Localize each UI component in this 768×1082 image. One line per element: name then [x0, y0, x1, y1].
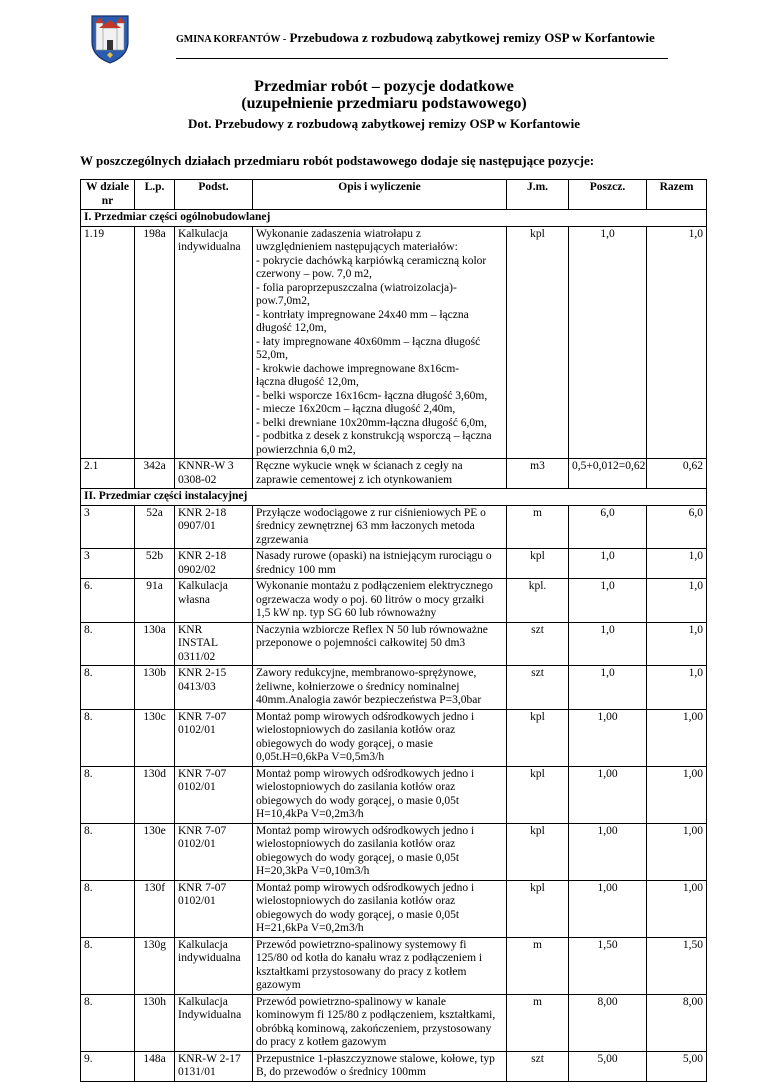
- cell-opis-line: Ręczne wykucie wnęk w ścianach z cegły na: [256, 460, 463, 472]
- cell-dzial: 8.: [81, 937, 135, 994]
- cell-lp: 148a: [135, 1051, 175, 1081]
- cell-opis: [253, 1051, 507, 1081]
- cell-podst-line: KNR 2-18: [178, 506, 227, 519]
- cell-opis-line: długość 12,0m,: [256, 322, 327, 334]
- cell-opis-line: do pracy z kotłem gazowym: [256, 1036, 387, 1048]
- cell-podst-line: własna: [178, 593, 210, 606]
- cell-opis-line: obiegowych do wody gorącej, o masie 0,05t: [256, 908, 460, 921]
- cell-podst-line: KNR 2-15: [178, 667, 227, 679]
- section-row: [81, 210, 707, 227]
- cell-jm: m3: [507, 459, 569, 489]
- table-row: [81, 880, 707, 937]
- cell-opis-line: obiegowych do wody gorącej, o masie 0,05t: [256, 851, 460, 864]
- cell-podst-line: KNR 7-07: [178, 710, 227, 723]
- cell-opis-line: wielostopniowych do zasilania kotłów oraz: [256, 724, 456, 736]
- cell-dzial: 3: [81, 549, 135, 579]
- cell-dzial: 8.: [81, 766, 135, 823]
- intro-text: W poszczególnych działach przedmiaru robót podstawowego dodaje się następujące pozycje:: [80, 153, 595, 168]
- cell-podst: [175, 709, 253, 766]
- cell-poszcz: 1,00: [569, 709, 647, 766]
- cell-dzial: 8.: [81, 666, 135, 710]
- cell-opis-line: wielostopniowych do zasilania kotłów oraz: [256, 895, 456, 907]
- cell-opis-line: obiegowych do wody gorącej, o masie: [256, 737, 433, 750]
- cell-opis-line: - łaty impregnowane 40x60mm – łączna długość: [256, 335, 481, 348]
- cell-poszcz: 1,0: [569, 579, 647, 623]
- cell-opis-line: średnicy 100 mm: [256, 563, 336, 576]
- cell-podst-line: 0102/01: [178, 895, 216, 907]
- cell-opis-line: uwzględnieniem następujących materiałów:: [256, 241, 458, 253]
- cell-jm: kpl: [507, 823, 569, 880]
- cell-opis-line: H=20,3kPa V=0,10m3/h: [256, 865, 370, 877]
- cell-jm: szt: [507, 622, 569, 666]
- cell-lp: 130b: [135, 666, 175, 710]
- table-row: [81, 709, 707, 766]
- col-header-dzial: W dziale nr: [81, 180, 135, 210]
- table-row: [81, 226, 707, 459]
- cell-podst-line: KNR 2-18: [178, 550, 227, 562]
- cell-opis-line: obróbką kominową, zakończeniem, przystosowany: [256, 1022, 492, 1035]
- cell-podst-line: Indywidualna: [178, 1009, 242, 1021]
- cell-opis-line: B, do przewodów o średnicy 100mm: [256, 1066, 426, 1078]
- cell-poszcz: 5,00: [569, 1051, 647, 1081]
- cell-podst: [175, 622, 253, 666]
- cell-lp: 130c: [135, 709, 175, 766]
- cell-dzial: 6.: [81, 579, 135, 623]
- cell-opis-line: Wykonanie montażu z podłączeniem elektrycznego: [256, 580, 493, 592]
- cell-dzial: 8.: [81, 994, 135, 1051]
- cell-podst: [175, 766, 253, 823]
- col-header-jm: J.m.: [507, 180, 569, 210]
- cell-razem: 1,00: [647, 880, 707, 937]
- col-header-razem: Razem: [647, 180, 707, 210]
- items-table: [80, 179, 707, 1082]
- cell-lp: 130d: [135, 766, 175, 823]
- cell-podst-line: KNR 7-07: [178, 824, 227, 837]
- cell-podst-line: Kalkulacja: [178, 995, 228, 1008]
- cell-opis-line: Montaż pomp wirowych odśrodkowych jedno i: [256, 881, 475, 894]
- cell-opis-line: zgrzewania: [256, 533, 309, 546]
- cell-opis: [253, 994, 507, 1051]
- cell-podst-line: Kalkulacja: [178, 938, 228, 951]
- cell-dzial: 8.: [81, 880, 135, 937]
- cell-dzial: 8.: [81, 823, 135, 880]
- cell-podst-line: KNR-W 2-17: [178, 1052, 241, 1065]
- cell-poszcz: 1,0: [569, 622, 647, 666]
- cell-jm: kpl: [507, 880, 569, 937]
- header-project: Przebudowa z rozbudową zabytkowej remizy OSP w Korfantowie: [289, 30, 655, 45]
- table-row: [81, 622, 707, 666]
- cell-opis-line: - kontrłaty impregnowane 24x40 mm – łączna: [256, 308, 469, 321]
- cell-opis-line: wielostopniowych do zasilania kotłów oraz: [256, 838, 456, 850]
- cell-lp: 52b: [135, 549, 175, 579]
- cell-opis-line: Wykonanie zadaszenia wiatrołapu z: [256, 227, 422, 240]
- cell-podst-line: Kalkulacja: [178, 227, 228, 240]
- cell-opis-line: Przepustnice 1-płaszczyznowe stalowe, kołowe, typ: [256, 1052, 495, 1065]
- cell-opis-line: - krokwie dachowe impregnowane 8x16cm-: [256, 362, 460, 375]
- table-row: [81, 505, 707, 549]
- cell-opis-line: - miecze 16x20cm – łączna długość 2,40m,: [256, 403, 456, 415]
- cell-poszcz: 1,00: [569, 766, 647, 823]
- cell-lp: 130h: [135, 994, 175, 1051]
- cell-opis-line: - folia paroprzepuszczalna (wiatroizolacja)-: [256, 281, 457, 294]
- cell-lp: 130a: [135, 622, 175, 666]
- cell-opis-line: średnicy zewnętrznej 63 mm łaczonych metoda: [256, 520, 475, 532]
- cell-razem: 1,50: [647, 937, 707, 994]
- cell-podst-line: KNNR-W 3: [178, 460, 234, 472]
- cell-podst: [175, 579, 253, 623]
- cell-opis-line: kominowym fi 125/80 z podłączeniem, kształtkami,: [256, 1009, 496, 1021]
- cell-podst: [175, 505, 253, 549]
- cell-jm: m: [507, 937, 569, 994]
- cell-podst: [175, 1051, 253, 1081]
- cell-poszcz: 1,50: [569, 937, 647, 994]
- cell-lp: 91a: [135, 579, 175, 623]
- cell-poszcz: 8,00: [569, 994, 647, 1051]
- cell-opis-line: - belki drewniane 10x20mm-łączna długość 6,0m,: [256, 416, 487, 429]
- cell-razem: 6,0: [647, 505, 707, 549]
- cell-opis: [253, 549, 507, 579]
- cell-opis-line: - pokrycie dachówką karpiówką ceramiczną kolor: [256, 254, 487, 267]
- cell-poszcz: 1,00: [569, 823, 647, 880]
- cell-lp: 52a: [135, 505, 175, 549]
- cell-opis-line: Montaż pomp wirowych odśrodkowych jedno i: [256, 710, 475, 723]
- cell-opis: [253, 622, 507, 666]
- table-header-row: [81, 180, 707, 210]
- cell-razem: 1,0: [647, 622, 707, 666]
- cell-dzial: 2.1: [81, 459, 135, 489]
- cell-dzial: 8.: [81, 622, 135, 666]
- col-header-opis: Opis i wyliczenie: [253, 180, 507, 210]
- cell-opis: [253, 505, 507, 549]
- cell-opis-line: 40mm.Analogia zawór bezpieczeństwa P=3,0bar: [256, 694, 482, 706]
- cell-poszcz: 1,0: [569, 226, 647, 459]
- cell-razem: 1,0: [647, 579, 707, 623]
- cell-opis: [253, 823, 507, 880]
- cell-dzial: 9.: [81, 1051, 135, 1081]
- table-row: [81, 666, 707, 710]
- col-header-podst: Podst.: [175, 180, 253, 210]
- cell-podst-line: KNR: [178, 623, 203, 636]
- cell-opis: [253, 937, 507, 994]
- cell-poszcz: 1,0: [569, 549, 647, 579]
- cell-jm: kpl: [507, 709, 569, 766]
- table-row: [81, 994, 707, 1051]
- cell-podst-line: 0308-02: [178, 473, 217, 486]
- cell-opis-line: Nasady rurowe (opaski) na istniejącym rurociągu o: [256, 550, 492, 562]
- cell-podst: [175, 226, 253, 459]
- cell-podst-line: Kalkulacja: [178, 580, 228, 592]
- cell-podst-line: 0131/01: [178, 1066, 216, 1078]
- cell-podst-line: KNR 7-07: [178, 767, 227, 780]
- cell-opis: [253, 880, 507, 937]
- section-row: [81, 489, 707, 506]
- cell-opis-line: Przewód powietrzno-spalinowy w kanale: [256, 995, 447, 1008]
- cell-opis: [253, 459, 507, 489]
- cell-opis-line: Montaż pomp wirowych odśrodkowych jedno i: [256, 767, 475, 780]
- cell-opis: [253, 666, 507, 710]
- table-row: [81, 579, 707, 623]
- cell-opis-line: H=21,6kPa V=0,2m3/h: [256, 922, 364, 934]
- cell-jm: kpl.: [507, 579, 569, 623]
- cell-jm: kpl: [507, 549, 569, 579]
- table-row: [81, 1051, 707, 1081]
- section-title: I. Przedmiar części ogólnobudowlanej: [81, 210, 707, 227]
- cell-opis-line: Naczynia wzbiorcze Reflex N 50 lub równoważne: [256, 623, 488, 636]
- cell-opis-line: 125/80 od kotła do kanału wraz z podłączeniem i: [256, 952, 483, 964]
- cell-razem: 8,00: [647, 994, 707, 1051]
- table-row: [81, 459, 707, 489]
- cell-opis-line: - belki wsporcze 16x16cm- łączna długość 3,60m,: [256, 389, 488, 402]
- cell-podst-line: indywidualna: [178, 952, 241, 964]
- cell-dzial: 8.: [81, 709, 135, 766]
- cell-opis: [253, 226, 507, 459]
- cell-opis-line: kształtkami przystosowany do pracy z kotłem: [256, 965, 467, 978]
- cell-opis-line: zaprawie cementowej z ich otynkowaniem: [256, 473, 453, 486]
- cell-podst: [175, 880, 253, 937]
- cell-podst-line: 0102/01: [178, 838, 216, 850]
- coat-of-arms-icon: [90, 14, 130, 64]
- cell-dzial: 1.19: [81, 226, 135, 459]
- table-row: [81, 549, 707, 579]
- cell-dzial: 3: [81, 505, 135, 549]
- cell-podst-line: KNR 7-07: [178, 881, 227, 894]
- cell-opis-line: 1,5 kW np. typ SG 60 lub równoważny: [256, 607, 437, 619]
- document-header: [176, 30, 676, 46]
- cell-jm: szt: [507, 666, 569, 710]
- cell-opis: [253, 579, 507, 623]
- cell-podst: [175, 994, 253, 1051]
- cell-podst: [175, 459, 253, 489]
- cell-opis-line: H=10,4kPa V=0,2m3/h: [256, 808, 364, 820]
- cell-podst-line: INSTAL: [178, 637, 218, 649]
- cell-podst: [175, 823, 253, 880]
- cell-razem: 1,00: [647, 709, 707, 766]
- cell-opis-line: przeponowe o pojemności całkowitej 50 dm3: [256, 637, 466, 649]
- cell-opis: [253, 766, 507, 823]
- cell-opis-line: 0,05t.H=0,6kPa V=0,5m3/h: [256, 751, 385, 763]
- cell-podst: [175, 666, 253, 710]
- cell-razem: 1,0: [647, 666, 707, 710]
- cell-jm: m: [507, 994, 569, 1051]
- cell-opis-line: ogrzewacza wody o poj. 60 litrów o mocy grzałki: [256, 593, 485, 606]
- table-row: [81, 937, 707, 994]
- document-title: Przedmiar robót – pozycje dodatkowe: [254, 78, 514, 95]
- col-header-lp: L.p.: [135, 180, 175, 210]
- table-row: [81, 823, 707, 880]
- cell-poszcz: 1,00: [569, 880, 647, 937]
- cell-opis-line: powierzchnia 6,0 m2,: [256, 443, 356, 456]
- document-subtitle: Dot. Przebudowy z rozbudową zabytkowej remizy OSP w Korfantowie: [187, 116, 580, 131]
- cell-jm: kpl: [507, 766, 569, 823]
- cell-lp: 130g: [135, 937, 175, 994]
- header-divider: [176, 58, 668, 59]
- cell-opis-line: czerwony – pow. 7,0 m2,: [256, 268, 372, 280]
- cell-razem: 1,0: [647, 226, 707, 459]
- cell-poszcz: 0,5+0,012=0,62: [569, 459, 647, 489]
- cell-opis-line: Montaż pomp wirowych odśrodkowych jedno i: [256, 824, 475, 837]
- cell-opis-line: łączna długość 12,0m,: [256, 376, 359, 388]
- cell-podst: [175, 549, 253, 579]
- cell-opis-line: Przyłącze wodociągowe z rur ciśnieniowych PE o: [256, 506, 486, 519]
- cell-podst: [175, 937, 253, 994]
- cell-lp: 198a: [135, 226, 175, 459]
- cell-opis-line: - podbitka z desek z konstrukcją wsporczą – łączna: [256, 430, 492, 442]
- cell-razem: 5,00: [647, 1051, 707, 1081]
- cell-razem: 1,0: [647, 549, 707, 579]
- cell-opis-line: Zawory redukcyjne, membranowo-sprężynowe,: [256, 667, 477, 679]
- cell-podst-line: 0102/01: [178, 724, 216, 736]
- cell-jm: kpl: [507, 226, 569, 459]
- table-row: [81, 766, 707, 823]
- header-gmina: GMINA KORFANTÓW -: [176, 34, 287, 45]
- section-title: II. Przedmiar części instalacyjnej: [81, 489, 707, 506]
- cell-jm: m: [507, 505, 569, 549]
- cell-razem: 1,00: [647, 823, 707, 880]
- cell-podst-line: 0907/01: [178, 520, 216, 532]
- table-body: [81, 210, 707, 1082]
- col-header-poszcz: Poszcz.: [569, 180, 647, 210]
- cell-poszcz: 6,0: [569, 505, 647, 549]
- cell-jm: szt: [507, 1051, 569, 1081]
- cell-podst-line: indywidualna: [178, 241, 241, 253]
- cell-lp: 342a: [135, 459, 175, 489]
- cell-opis-line: Przewód powietrzno-spalinowy systemowy fi: [256, 938, 467, 951]
- cell-podst-line: 0413/03: [178, 680, 216, 693]
- cell-razem: 1,00: [647, 766, 707, 823]
- cell-opis-line: wielostopniowych do zasilania kotłów oraz: [256, 781, 456, 793]
- cell-lp: 130e: [135, 823, 175, 880]
- cell-poszcz: 1,0: [569, 666, 647, 710]
- cell-lp: 130f: [135, 880, 175, 937]
- cell-opis-line: żeliwne, kołnierzowe o średnicy nominalnej: [256, 680, 460, 693]
- cell-podst-line: 0102/01: [178, 781, 216, 793]
- cell-opis-line: pow.7,0m2,: [256, 295, 310, 307]
- cell-podst-line: 0902/02: [178, 563, 216, 576]
- document-title-note: (uzupełnienie przedmiaru podstawowego): [241, 95, 527, 112]
- cell-podst-line: 0311/02: [178, 650, 216, 663]
- cell-razem: 0,62: [647, 459, 707, 489]
- cell-opis-line: 52,0m,: [256, 349, 288, 361]
- cell-opis-line: gazowym: [256, 979, 301, 991]
- cell-opis: [253, 709, 507, 766]
- cell-opis-line: obiegowych do wody gorącej, o masie 0,05t: [256, 794, 460, 807]
